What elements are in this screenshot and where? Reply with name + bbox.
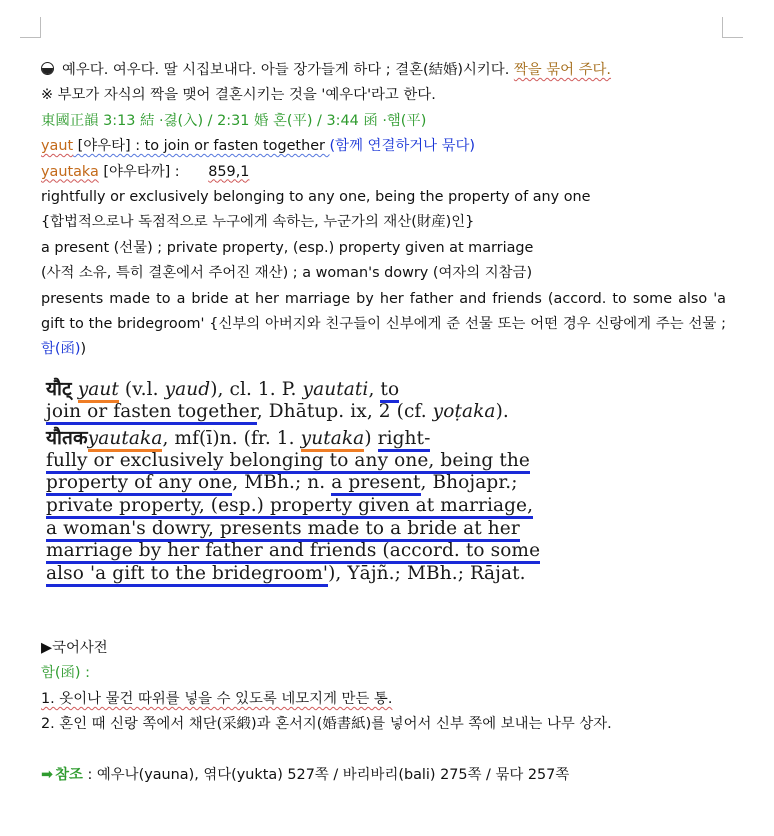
definition-2: a present (선물) ; private property, (esp.) property given at marriage [41,239,534,256]
scan-underlined: a present [331,472,420,496]
scan-line [46,540,541,563]
reference-label: 참조 [55,766,83,783]
scan-line [46,517,520,541]
scan-text: , Bhojapr.; [420,472,518,494]
scan-text: , Dhātup. ix, 2 (cf. [256,400,433,422]
entry-headline [41,58,726,83]
item-1-text: 1. 옷이나 물건 따위를 넣을 수 있도록 네모지게 만든 통. [41,690,393,707]
definition-3-close: ) [80,341,87,358]
definition-1: rightfully or exclusively belonging to any one, being the property of any one [41,188,591,205]
scan-text: ), Yājñ.; MBh.; Rājat. [328,562,526,584]
scan-text: , mf(ī)n. (fr. 1. [162,428,301,450]
scan-underlined: a woman's dowry, presents made to a bride at her [46,518,520,542]
scan-line [46,494,534,518]
blank-line [41,738,731,763]
dongguk-jeongun-line: 東國正韻 3:13 結 ·겷(入) / 2:31 婚 혼(平) / 3:44 函 ·햄(平) [41,112,427,129]
scan-yaut: yaut [78,379,119,403]
yautaka-reading: [야우타까] : [98,163,180,180]
yautaka-page: 859,1 [208,163,250,180]
scan-text: , MBh.; n. [232,472,332,494]
definition-1-korean: {합법적으로나 독점적으로 누구에게 속하는, 누군가의 재산(財産)인} [41,214,475,231]
scan-line [46,562,526,586]
reference-line [41,763,731,788]
scan-line [46,400,509,424]
scan-text: ) [364,428,378,450]
note-line: ※ 부모가 자식의 짝을 맺어 결혼시키는 것을 '예우다'라고 한다. [41,87,436,104]
scan-underlined: marriage by her father and friends (accord. to some [46,540,540,564]
headline-text: 예우다. 여우다. 딸 시집보내다. 아들 장가들게 하다 ; 결혼(結婚)시키다. [62,62,510,78]
scan-underlined: fully or exclusively belonging to any one, being the [46,450,530,474]
scan-yutaka: yutaka [301,428,365,452]
page-corner-mark [722,17,743,38]
definition-3-box: 함(函) [41,341,81,358]
scan-underlined: right- [378,428,431,452]
scan-text: ), cl. 1. P. [210,379,303,400]
scan-underlined: also 'a gift to the bridegroom' [46,563,328,587]
yaut-korean: (함께 연결하거나 묶다) [329,138,476,155]
scan-underlined: private property, (esp.) property given at marriage, [46,495,533,519]
dictionary-item-2: 2. 혼인 때 신랑 쪽에서 채단(采緞)과 혼서지(婚書紙)를 넣어서 신부 쪽에 보내는 나무 상자. [41,716,612,733]
yautaka-line [41,160,726,185]
entry-body [41,58,726,363]
dictionary-item-1 [41,687,731,712]
yaut-line [41,134,726,159]
scan-underlined: join or fasten together [46,401,257,425]
devanagari-headword: यौतक [46,427,88,450]
yaut-word: yaut [41,138,74,155]
scan-text: ). [495,400,509,422]
scan-line [46,427,498,450]
scan-text: yoṭaka [432,400,496,422]
yautaka-word: yautaka [41,163,99,180]
dictionary-term: 함(函) : [41,665,90,682]
definition-3 [41,287,726,363]
scan-yautaka: yautaka [88,428,163,452]
reference-text: : 예우나(yauna), 엮다(yukta) 527쪽 / 바리바리(bali) 275쪽 / 묶다 257쪽 [82,766,570,783]
scan-underlined: to [380,379,399,403]
scan-text: , [368,379,381,400]
scan-line [46,472,518,495]
devanagari-headword: यौट् [46,378,72,400]
half-circle-icon [41,62,54,75]
scan-text: (v.l. [118,379,165,400]
section-heading: ▶국어사전 [41,640,108,656]
scan-text: yautati [302,379,369,400]
yaut-meaning: [야우타] : to join or fasten together [73,138,330,155]
definition-2-korean: (사적 소유, 특히 결혼에서 주어진 재산) ; a woman's dowry (여자의 지참금) [41,265,533,282]
green-arrow-icon: ➡ [41,766,54,783]
page-corner-mark [20,17,41,38]
scan-line [46,378,498,401]
definition-3-text: presents made to a bride at her marriage by her father and friends (accord. to some also 'a gift to the bridegroom' {신부의 아버지와 친구들이 신부에게 준 선물 또는 어떤 경우 신랑에게 주는 선물 ; [41,290,726,332]
korean-dictionary-section [41,636,731,788]
scan-underlined: property of any one [46,472,232,496]
scan-text: yaud [164,379,211,400]
headline-tail: 짝을 묶어 주다. [513,62,612,78]
dictionary-scan-image [46,378,541,610]
scan-line [46,449,530,473]
